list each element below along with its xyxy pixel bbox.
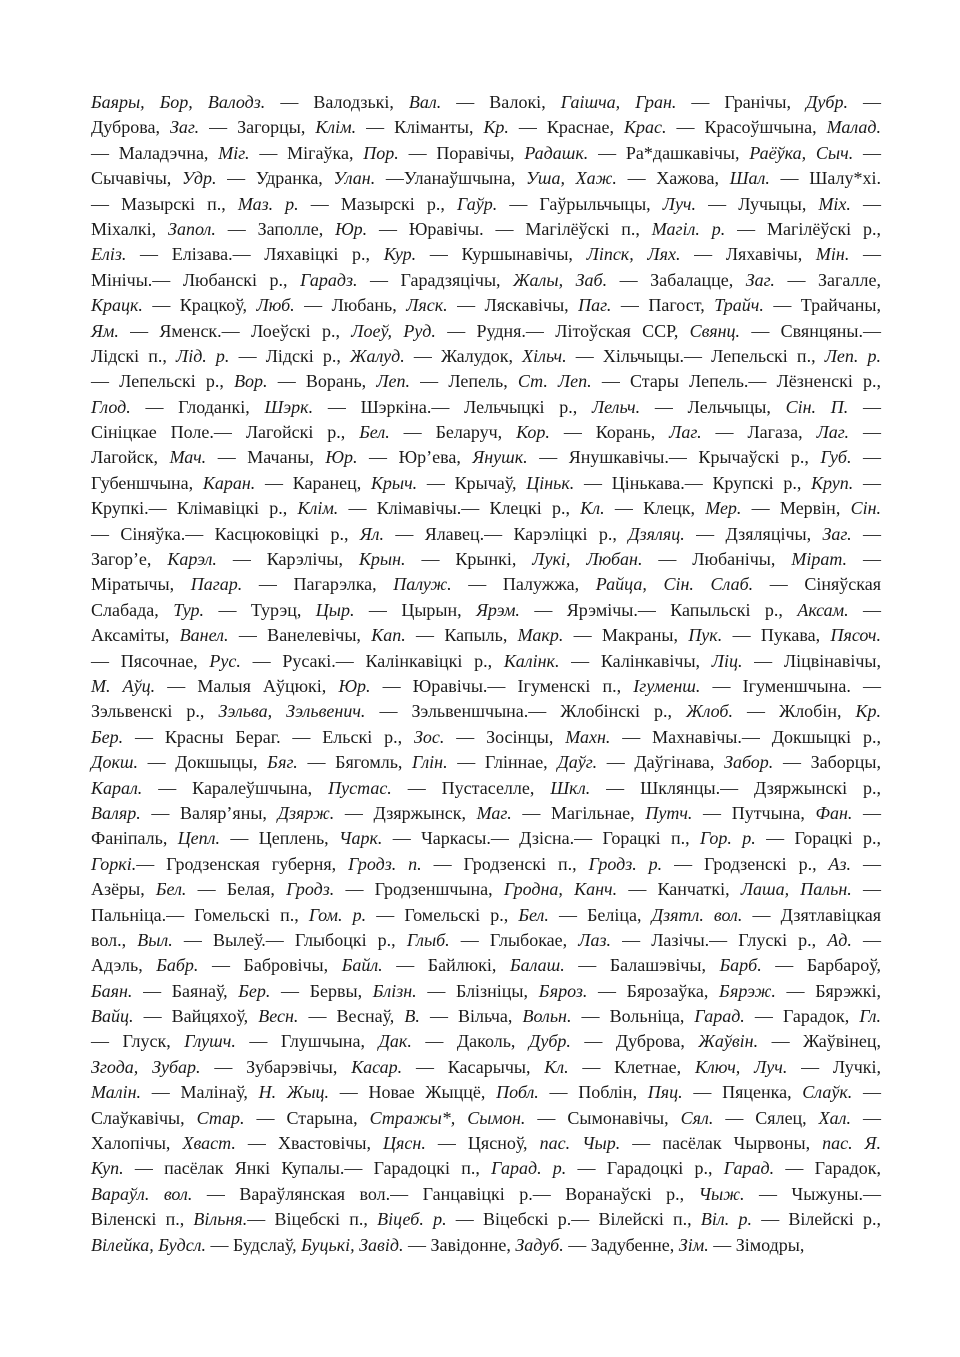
abbreviation: Баян. — [91, 980, 133, 1001]
abbreviation: Ял. — [359, 523, 384, 544]
abbreviation: Мер. — [705, 498, 742, 519]
abbreviation: Мач. — [169, 447, 207, 468]
abbreviation: Гор. р. — [700, 828, 756, 849]
abbreviation: Дубр. — [805, 92, 848, 112]
abbreviation: Заг. — [745, 269, 775, 290]
text-line: Згода, Зубар. — Зубарэвічы, Касар. — Касарычы, Кл. — Клетнае, Ключ, Луч. — Лучкі, — [91, 1056, 881, 1077]
abbreviation: Ліц. — [711, 650, 743, 671]
text-line: Баяры, Бор, Валодз. — Валодзькі, Вал. — Валокі, Гаішча, Гран. — Гранічы, Дубр. — — [91, 92, 882, 112]
abbreviation: Бабр. — [156, 955, 199, 976]
abbreviation: Кл. — [544, 1056, 569, 1077]
abbreviation: Бел. — [518, 904, 549, 925]
abbreviation: Юр. — [335, 218, 368, 239]
abbreviation: Аксам. — [797, 599, 849, 620]
abbreviation: Шэрк. — [264, 396, 314, 417]
text-line: Валяр. — Валяр’яны, Дзярж. — Дзяржынск, Маг. — Магільнае, Путч. — Путчына, Фан. — — [91, 802, 882, 823]
abbreviation: Маг. — [476, 802, 512, 823]
abbreviation: Хільч. — [522, 345, 567, 366]
body-text — [91, 90, 881, 1258]
abbreviation: Сін. — [850, 498, 882, 519]
abbreviation: Ад. — [827, 929, 852, 950]
text-line: — Мазырскі п., Маз. р. — Мазырскі р., Гаўр. — Гаўрыльчыцы, Луч. — Лучыцы, Міх. — — [91, 193, 882, 214]
abbreviation: Кл. — [580, 498, 605, 519]
abbreviation: Глін. — [412, 752, 448, 773]
text-line: Лагойск, Мач. — Мачаны, Юр. — Юр’ева, Янушк. — Янушкавічы.— Крычаўскі р., Губ. — — [91, 447, 882, 468]
abbreviation: Каран. — [202, 472, 256, 493]
abbreviation: Стражы*, Сымон. — [369, 1107, 526, 1128]
abbreviation: Буцькі, Завід. — [301, 1234, 404, 1255]
abbreviation: Крын. — [358, 549, 406, 570]
abbreviation: Задуб. — [515, 1234, 564, 1255]
abbreviation: Віцеб. р. — [377, 1209, 447, 1230]
abbreviation: Выл. — [137, 929, 173, 950]
abbreviation: Глушч. — [184, 1031, 236, 1052]
text-line: Халопічы, Хваст. — Хвастовічы, Цясн. — Цясноў, пас. Чыр. — пасёлак Чырвоны, пас. Я. — [91, 1133, 881, 1154]
abbreviation: Гарад. — [694, 1006, 745, 1027]
abbreviation: Гродна, Канч. — [503, 879, 618, 900]
abbreviation: Чыж. — [698, 1183, 745, 1204]
text-line: вол., Выл. — Вылеў.— Глыбоцкі р., Глыб. — Глыбокае, Лаз. — Лазічы.— Глускі р., Ад. — — [91, 929, 882, 950]
abbreviation: Вайц. — [91, 1006, 134, 1027]
abbreviation: Крацк. — [91, 295, 143, 316]
abbreviation: пас. Чыр. — [539, 1133, 621, 1154]
text-line: Малін. — Малінаў, Н. Жыц. — Новае Жыццё, Побл. — Поблін, Пяц. — Пяценка, Слаўк. — — [91, 1082, 881, 1103]
abbreviation: Заг. — [822, 523, 852, 544]
abbreviation: Паг. — [578, 295, 612, 316]
text-line: Сініцкае Поле.— Лагойскі р., Бел. — Беларуч, Кор. — Корань, Лаг. — Лагаза, Лаг. — — [91, 422, 881, 443]
abbreviation: Запол. — [168, 218, 216, 239]
abbreviation: Лаша, Пальн. — [740, 879, 852, 900]
text-line: — Маладэчна, Міг. — Мігаўка, Пор. — Поравічы, Радашк. — Ра*дашкавічы, Раёўка, Сыч. — — [91, 142, 882, 163]
abbreviation: Бер. — [91, 726, 124, 747]
abbreviation: Вольн. — [522, 1006, 572, 1027]
abbreviation: Леп. — [376, 371, 411, 392]
abbreviation: В. — [404, 1006, 420, 1027]
abbreviation: Ст. Леп. — [517, 371, 592, 392]
abbreviation: Весн. — [258, 1006, 299, 1027]
text-line: Мінічы.— Любанскі р., Гарадз. — Гарадзяцічы, Жалы, Заб. — Забалацце, Заг. — Загалле, — [91, 269, 881, 290]
abbreviation: Клім. — [297, 498, 339, 519]
abbreviation: Бярэж. — [719, 980, 776, 1001]
abbreviation: Клім. — [315, 117, 357, 138]
abbreviation: Ігуменш. — [633, 675, 701, 696]
abbreviation: Ям. — [91, 320, 119, 341]
abbreviation: Кр. — [483, 117, 509, 138]
abbreviation: Райца, Сін. Слаб. — [595, 574, 754, 595]
abbreviation: Бяг. — [267, 752, 298, 773]
abbreviation: Вільня. — [193, 1209, 248, 1230]
abbreviation: Карал. — [91, 777, 143, 798]
abbreviation: Лід. р. — [176, 345, 230, 366]
abbreviation: Вор. — [234, 371, 268, 392]
abbreviation: Гарад. р. — [491, 1158, 567, 1179]
text-line: Докш. — Докшыцы, Бяг. — Бягомль, Глін. — Гліннае, Даўг. — Даўгінава, Забор. — Заборцы, — [91, 752, 881, 773]
abbreviation: Кур. — [383, 244, 417, 265]
abbreviation: Ляск. — [406, 295, 448, 316]
abbreviation: Фан. — [815, 802, 853, 823]
abbreviation: Віл. р. — [700, 1209, 752, 1230]
abbreviation: Пясоч. — [830, 625, 881, 646]
abbreviation: Путч. — [645, 802, 693, 823]
abbreviation: Уша, Хаж. — [526, 168, 617, 189]
abbreviation: Карэл. — [167, 549, 217, 570]
text-line: Міратычы, Пагар. — Пагарэлка, Палуж. — Палужжа, Райца, Сін. Слаб. — Сіняўская — [91, 574, 882, 595]
abbreviation: Хваст. — [182, 1133, 236, 1154]
text-line: Аксаміты, Ванел. — Ванелевічы, Кап. — Капыль, Макр. — Макраны, Пук. — Пукава, Пясоч. — [91, 625, 881, 646]
text-line: Губеншчына, Каран. — Каранец, Крыч. — Крычаў, Ціньк. — Цінькава.— Крупскі р., Круп. — — [91, 472, 882, 493]
abbreviation: Докш. — [91, 752, 138, 773]
text-line: Куп. — пасёлак Янкі Купалы.— Гарадоцкі п., Гарад. р. — Гарадоцкі р., Гарад. — Гарадок, — [91, 1158, 881, 1179]
text-line: Бер. — Красны Бераг. — Ельскі р., Зос. — Зосінцы, Махн. — Махнавічы.— Докшыцкі р., — [91, 726, 881, 747]
abbreviation: Мін. — [815, 244, 850, 265]
abbreviation: Дубр. — [528, 1031, 571, 1052]
abbreviation: Шал. — [729, 168, 770, 189]
text-line: Міхалкі, Запол. — Заполле, Юр. — Юравічы. — Магілёўскі п., Магіл. р. — Магілёўскі р., — [91, 218, 882, 239]
abbreviation: Рус. — [209, 650, 241, 671]
abbreviation: Гл. — [859, 1006, 881, 1027]
abbreviation: Зэльва, Зэльвенич. — [218, 701, 366, 722]
abbreviation: Пор. — [363, 142, 399, 163]
text-line: Слабада, Тур. — Турэц, Цыр. — Цырын, Ярэм. — Ярэмічы.— Капыльскі р., Аксам. — — [91, 599, 882, 620]
abbreviation: Ванел. — [179, 625, 229, 646]
abbreviation: Пяц. — [647, 1082, 683, 1103]
text-line: Баян. — Баянаў, Бер. — Бервы, Блізн. — Блізніцы, Бяроз. — Бярозаўка, Бярэж. — Бярэжкі, — [91, 980, 882, 1001]
text-line: Глод. — Глоданкі, Шэрк. — Шэркіна.— Лельчыцкі р., Лельч. — Лельчыцы, Сін. П. — — [91, 396, 882, 417]
abbreviation: Ціньк. — [526, 472, 575, 493]
abbreviation: Лаг. — [669, 422, 702, 443]
text-line: Адэль, Бабр. — Бабровічы, Байл. — Байлюкі, Балаш. — Балашэвічы, Барб. — Барбароў, — [91, 955, 881, 976]
abbreviation: Хал. — [818, 1107, 852, 1128]
text-line: Фаніпаль, Цепл. — Цеплень, Чарк. — Чаркасы.— Дзісна.— Горацкі п., Гор. р. — Горацкі р., — [91, 828, 881, 849]
abbreviation: Лаг. — [816, 422, 850, 443]
abbreviation: Пустас. — [328, 777, 392, 798]
abbreviation: Даўг. — [557, 752, 598, 773]
text-line: Загор’е, Карэл. — Карэлічы, Крын. — Крынкі, Лукі, Любан. — Любанічы, Мірат. — — [91, 549, 881, 570]
abbreviation: Крыч. — [370, 472, 418, 493]
abbreviation: Удр. — [181, 168, 217, 189]
abbreviation: Магіл. р. — [651, 218, 726, 239]
abbreviation: Сял. — [680, 1107, 714, 1128]
abbreviation: Вараўл. вол. — [91, 1183, 193, 1204]
abbreviation: пас. Я. — [822, 1133, 881, 1154]
abbreviation: Юр. — [325, 447, 358, 468]
abbreviation: Шкл. — [550, 777, 591, 798]
abbreviation: Гарадз. — [300, 269, 358, 290]
abbreviation: М. Аўц. — [91, 675, 156, 696]
abbreviation: Слаўк. — [802, 1082, 853, 1103]
abbreviation: Глод. — [91, 396, 131, 417]
abbreviation: Жаўвін. — [698, 1031, 759, 1052]
abbreviation: Цепл. — [177, 828, 221, 849]
abbreviation: Н. Жыц. — [258, 1082, 330, 1103]
text-line: Віленскі п., Вільня.— Віцебскі п., Віцеб. р. — Віцебскі р.— Вілейскі п., Віл. р. — Вілейскі р., — [91, 1209, 881, 1230]
abbreviation: Дак. — [378, 1031, 412, 1052]
text-line: Вараўл. вол. — Вараўлянская вол.— Ганцавіцкі р.— Воранаўскі р., Чыж. — Чыжуны.— — [91, 1183, 881, 1204]
abbreviation: Бел. — [359, 422, 390, 443]
abbreviation: Крас. — [624, 117, 667, 138]
abbreviation: Гродз. — [286, 879, 335, 900]
abbreviation: Калінк. — [503, 650, 560, 671]
abbreviation: Вал. — [408, 92, 442, 112]
abbreviation: Малін. — [91, 1082, 142, 1103]
abbreviation: Маз. р. — [237, 193, 299, 214]
abbreviation: Кап. — [371, 625, 406, 646]
text-line: — Глуск, Глушч. — Глушчына, Дак. — Даколь, Дубр. — Дуброва, Жаўвін. — Жаўвінец, — [91, 1031, 881, 1052]
abbreviation: Гарад. — [723, 1158, 775, 1179]
text-line: Карал. — Каралеўшчына, Пустас. — Пустаселле, Шкл. — Шклянцы.— Дзяржынскі р., — [91, 777, 881, 798]
abbreviation: Байл. — [341, 955, 383, 976]
abbreviation: Гаўр. — [456, 193, 498, 214]
abbreviation: Лельч. — [591, 396, 641, 417]
abbreviation: Глыб. — [406, 929, 450, 950]
abbreviation: Жалы, Заб. — [513, 269, 608, 290]
abbreviation: Пагар. — [190, 574, 243, 595]
abbreviation: Вілейка, Будсл. — [91, 1234, 207, 1255]
abbreviation: Забор. — [724, 752, 774, 773]
abbreviation: Махн. — [565, 726, 611, 747]
abbreviation: Міг. — [218, 142, 250, 163]
abbreviation: Побл. — [496, 1082, 539, 1103]
abbreviation: Мірат. — [791, 549, 848, 570]
text-line: — Сіняўка.— Касцюковіцкі р., Ял. — Ялавец.— Карэліцкі р., Дзяляц. — Дзяляцічы, Заг. — — [91, 523, 882, 544]
abbreviation: Ключ, Луч. — [694, 1056, 788, 1077]
abbreviation: Люб. — [256, 295, 295, 316]
abbreviation: Цясн. — [383, 1133, 426, 1154]
abbreviation: Міх. — [818, 193, 851, 214]
text-line: — Лепельскі р., Вор. — Ворань, Леп. — Лепель, Ст. Леп. — Стары Лепель.— Лёзненскі р., — [91, 371, 882, 392]
text-line: Вайц. — Вайцяхоў, Весн. — Веснаў, В. — Вільча, Вольн. — Вольніца, Гарад. — Гарадок, Гл. — [91, 1006, 881, 1027]
abbreviation: Гаішча, Гран. — [560, 92, 677, 112]
abbreviation: Балаш. — [509, 955, 565, 976]
abbreviation: Стар. — [196, 1107, 245, 1128]
abbreviation: Жалуд. — [350, 345, 405, 366]
abbreviation: Чарк. — [339, 828, 383, 849]
abbreviation: Радашк. — [524, 142, 589, 163]
abbreviation: Губ. — [820, 447, 852, 468]
abbreviation: Лаз. — [578, 929, 611, 950]
abbreviation: Гродз. р. — [588, 853, 663, 874]
abbreviation: Малад. — [826, 117, 881, 138]
abbreviation: Трайч. — [714, 295, 764, 316]
abbreviation: Пук. — [688, 625, 723, 646]
abbreviation: Свянц. — [689, 320, 741, 341]
abbreviation: Бел. — [155, 879, 187, 900]
text-line: Пальніца.— Гомельскі п., Гом. р. — Гомельскі р., Бел. — Беліца, Дзятл. вол. — Дзятлавіцкая — [91, 904, 882, 925]
abbreviation: Згода, Зубар. — [91, 1056, 201, 1077]
abbreviation: Палуж. — [393, 574, 452, 595]
text-line: Азёры, Бел. — Белая, Гродз. — Гродзеншчына, Гродна, Канч. — Канчаткі, Лаша, Пальн. — — [91, 879, 881, 900]
abbreviation: Куп. — [91, 1158, 124, 1179]
abbreviation: Аз. — [828, 853, 852, 874]
text-line: — Пясочнае, Рус. — Русакі.— Калінкавіцкі р., Калінк. — Калінкавічы, Ліц. — Ліцвінавічы, — [91, 650, 882, 671]
abbreviation: Дзятл. вол. — [651, 904, 743, 925]
abbreviation: Жлоб. — [686, 701, 733, 722]
abbreviation: Зім. — [678, 1234, 709, 1255]
abbreviation: Ярэм. — [476, 599, 520, 620]
abbreviation: Бер. — [238, 980, 271, 1001]
abbreviation: Барб. — [719, 955, 762, 976]
text-line: Дуброва, Заг. — Загорцы, Клім. — Кліманты, Кр. — Краснае, Крас. — Красоўшчына, Малад. — [91, 117, 881, 138]
abbreviation: Юр. — [338, 675, 371, 696]
abbreviation: Бяроз. — [538, 980, 588, 1001]
abbreviation: Леп. р. — [824, 345, 882, 366]
text-line: Еліз. — Елізава.— Ляхавіцкі р., Кур. — Куршынавічы, Ліпск, Лях. — Ляхавічы, Мін. — — [91, 244, 882, 265]
abbreviation: Луч. — [662, 193, 697, 214]
abbreviation: Янушк. — [472, 447, 528, 468]
abbreviation: Дзярж. — [277, 802, 335, 823]
text-line: Крацк. — Крацкоў, Люб. — Любань, Ляск. — Ляскавічы, Паг. — Пагост, Трайч. — Трайчаны, — [91, 295, 882, 316]
abbreviation: Лукі, Любан. — [532, 549, 643, 570]
abbreviation: Круп. — [811, 472, 854, 493]
text-line: Крупкі.— Клімавіцкі р., Клім. — Клімавічы.— Клецкі р., Кл. — Клецк, Мер. — Мервін, Сін. — [91, 498, 882, 519]
abbreviation: Касар. — [351, 1056, 403, 1077]
text-line: Ям. — Яменск.— Лоеўскі р., Лоеў, Руд. — Рудня.— Літоўская ССР, Свянц. — Свянцяны.— — [91, 320, 881, 341]
abbreviation: Улан. — [333, 168, 376, 189]
text-line: Горкі.— Гродзенская губерня, Гродз. п. — Гродзенскі п., Гродз. р. — Гродзенскі р., Аз. — — [91, 853, 881, 874]
abbreviation: Еліз. — [91, 244, 127, 265]
abbreviation: Заг. — [169, 117, 200, 138]
text-line: Зэльвенскі р., Зэльва, Зэльвенич. — Зэльвеншчына.— Жлобінскі р., Жлоб. — Жлобін, Кр. — [91, 701, 881, 722]
text-line: Вілейка, Будсл. — Будслаў, Буцькі, Завід. — Завідонне, Задуб. — Задубенне, Зім. — Зімодры, — [91, 1234, 805, 1255]
abbreviation: Кор. — [516, 422, 550, 443]
abbreviation: Валяр. — [91, 802, 141, 823]
abbreviation: Раёўка, Сыч. — [749, 142, 854, 163]
abbreviation: Гродз. п. — [348, 853, 422, 874]
abbreviation: Сін. П. — [785, 396, 849, 417]
abbreviation: Цыр. — [315, 599, 355, 620]
abbreviation: Баяры, Бор, Валодз. — [91, 92, 266, 112]
text-line: Сычавічы, Удр. — Удранка, Улан. —Уланаўшчына, Уша, Хаж. — Хажова, Шал. — Шалу*хі. — [91, 168, 882, 189]
abbreviation: Блізн. — [372, 980, 417, 1001]
text-line: М. Аўц. — Малыя Аўцюкі, Юр. — Юравічы.— Ігуменскі п., Ігуменш. — Ігуменшчына. — — [91, 675, 882, 696]
abbreviation: Ліпск, Лях. — [586, 244, 681, 265]
abbreviation: Лоеў, Руд. — [351, 320, 436, 341]
abbreviation: Макр. — [517, 625, 564, 646]
abbreviation: Зос. — [413, 726, 445, 747]
abbreviation: Дзяляц. — [628, 523, 685, 544]
text-line: Слаўкавічы, Стар. — Старына, Стражы*, Сымон. — Сымонавічы, Сял. — Сялец, Хал. — — [91, 1107, 881, 1128]
abbreviation: Кр. — [855, 701, 881, 722]
text-line: Лідскі п., Лід. р. — Лідскі р., Жалуд. — Жалудок, Хільч. — Хільчыцы.— Лепельскі п., Леп. р. — [91, 345, 882, 366]
abbreviation: Гом. р. — [308, 904, 367, 925]
abbreviation: Тур. — [173, 599, 205, 620]
abbreviation: Горкі. — [91, 853, 137, 874]
